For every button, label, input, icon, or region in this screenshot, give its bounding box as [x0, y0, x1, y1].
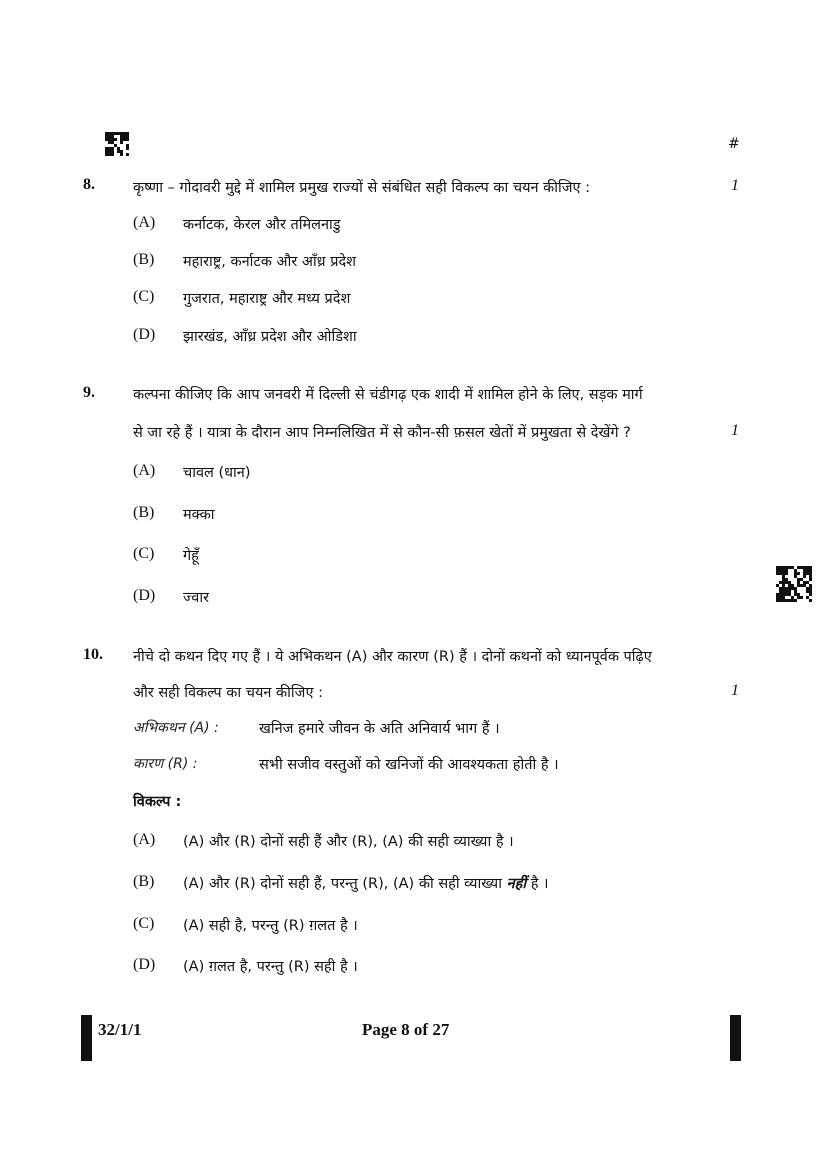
option-label: (D) — [133, 956, 156, 973]
question-number: 8. — [83, 176, 95, 193]
option-label: (B) — [133, 873, 155, 890]
option-text-main: (A) और (R) दोनों सही हैं, परन्तु (R), (A) की सही व्याख्या — [183, 876, 502, 892]
option-text-end: है । — [530, 876, 549, 892]
question-text: से जा रहे हैं । यात्रा के दौरान आप निम्नलिखित में से कौन-सी फ़सल खेतों में प्रमुखता से देखेंगे ? — [133, 425, 631, 441]
question-text: कृष्णा – गोदावरी मुद्दे में शामिल प्रमुख राज्यों से संबंधित सही विकल्प का चयन कीजिए : — [133, 180, 591, 196]
question-text: नीचे दो कथन दिए गए हैं । ये अभिकथन (A) और कारण (R) हैं । दोनों कथनों को ध्यानपूर्वक पढ़िए — [133, 649, 652, 665]
option-label: (C) — [133, 915, 155, 932]
paper-code: 32/1/1 — [98, 1020, 142, 1039]
option-label: (C) — [133, 545, 155, 562]
option-text: (A) ग़लत है, परन्तु (R) सही है । — [183, 959, 358, 975]
option-text: कर्नाटक, केरल और तमिलनाडु — [183, 217, 341, 233]
question-marks: 1 — [731, 682, 739, 699]
question-text: और सही विकल्प का चयन कीजिए : — [133, 685, 323, 701]
option-text: मक्का — [183, 507, 215, 523]
option-label: (A) — [133, 831, 156, 848]
page-marker-hash: # — [728, 136, 740, 152]
question-marks: 1 — [731, 177, 739, 194]
qr-code-icon — [776, 566, 812, 602]
option-text: झारखंड, आँध्र प्रदेश और ओडिशा — [183, 329, 357, 345]
option-label: (B) — [133, 251, 155, 268]
footer-bar-left — [81, 1015, 92, 1061]
reason-label: कारण (R) : — [133, 756, 198, 772]
option-label: (B) — [133, 504, 155, 521]
option-text — [183, 873, 549, 893]
page-number: Page 8 of 27 — [362, 1020, 450, 1039]
option-text: गेहूँ — [183, 548, 199, 564]
option-text-emphasis: नहीं — [506, 876, 527, 892]
option-label: (A) — [133, 462, 156, 479]
option-label: (D) — [133, 587, 156, 604]
assertion-label: अभिकथन (A) : — [133, 720, 219, 736]
option-text: गुजरात, महाराष्ट्र और मध्य प्रदेश — [183, 291, 351, 307]
qr-code-icon — [105, 132, 129, 156]
question-text: कल्पना कीजिए कि आप जनवरी में दिल्ली से चंडीगढ़ एक शादी में शामिल होने के लिए, सड़क मार्ग — [133, 387, 643, 403]
option-text: ज्वार — [183, 590, 210, 606]
footer-bar-right — [730, 1015, 741, 1061]
option-text: (A) और (R) दोनों सही हैं और (R), (A) की सही व्याख्या है । — [183, 834, 514, 850]
option-text: महाराष्ट्र, कर्नाटक और आँध्र प्रदेश — [183, 254, 357, 270]
option-text: (A) सही है, परन्तु (R) ग़लत है । — [183, 918, 358, 934]
option-label: (A) — [133, 214, 156, 231]
reason-text: सभी सजीव वस्तुओं को खनिजों की आवश्यकता होती है । — [259, 757, 559, 773]
options-heading: विकल्प : — [133, 794, 182, 810]
option-label: (D) — [133, 326, 156, 343]
option-label: (C) — [133, 288, 155, 305]
option-text: चावल (धान) — [183, 465, 251, 481]
assertion-text: खनिज हमारे जीवन के अति अनिवार्य भाग हैं । — [259, 721, 500, 737]
question-number: 10. — [83, 646, 103, 663]
question-number: 9. — [83, 384, 95, 401]
question-marks: 1 — [731, 422, 739, 439]
